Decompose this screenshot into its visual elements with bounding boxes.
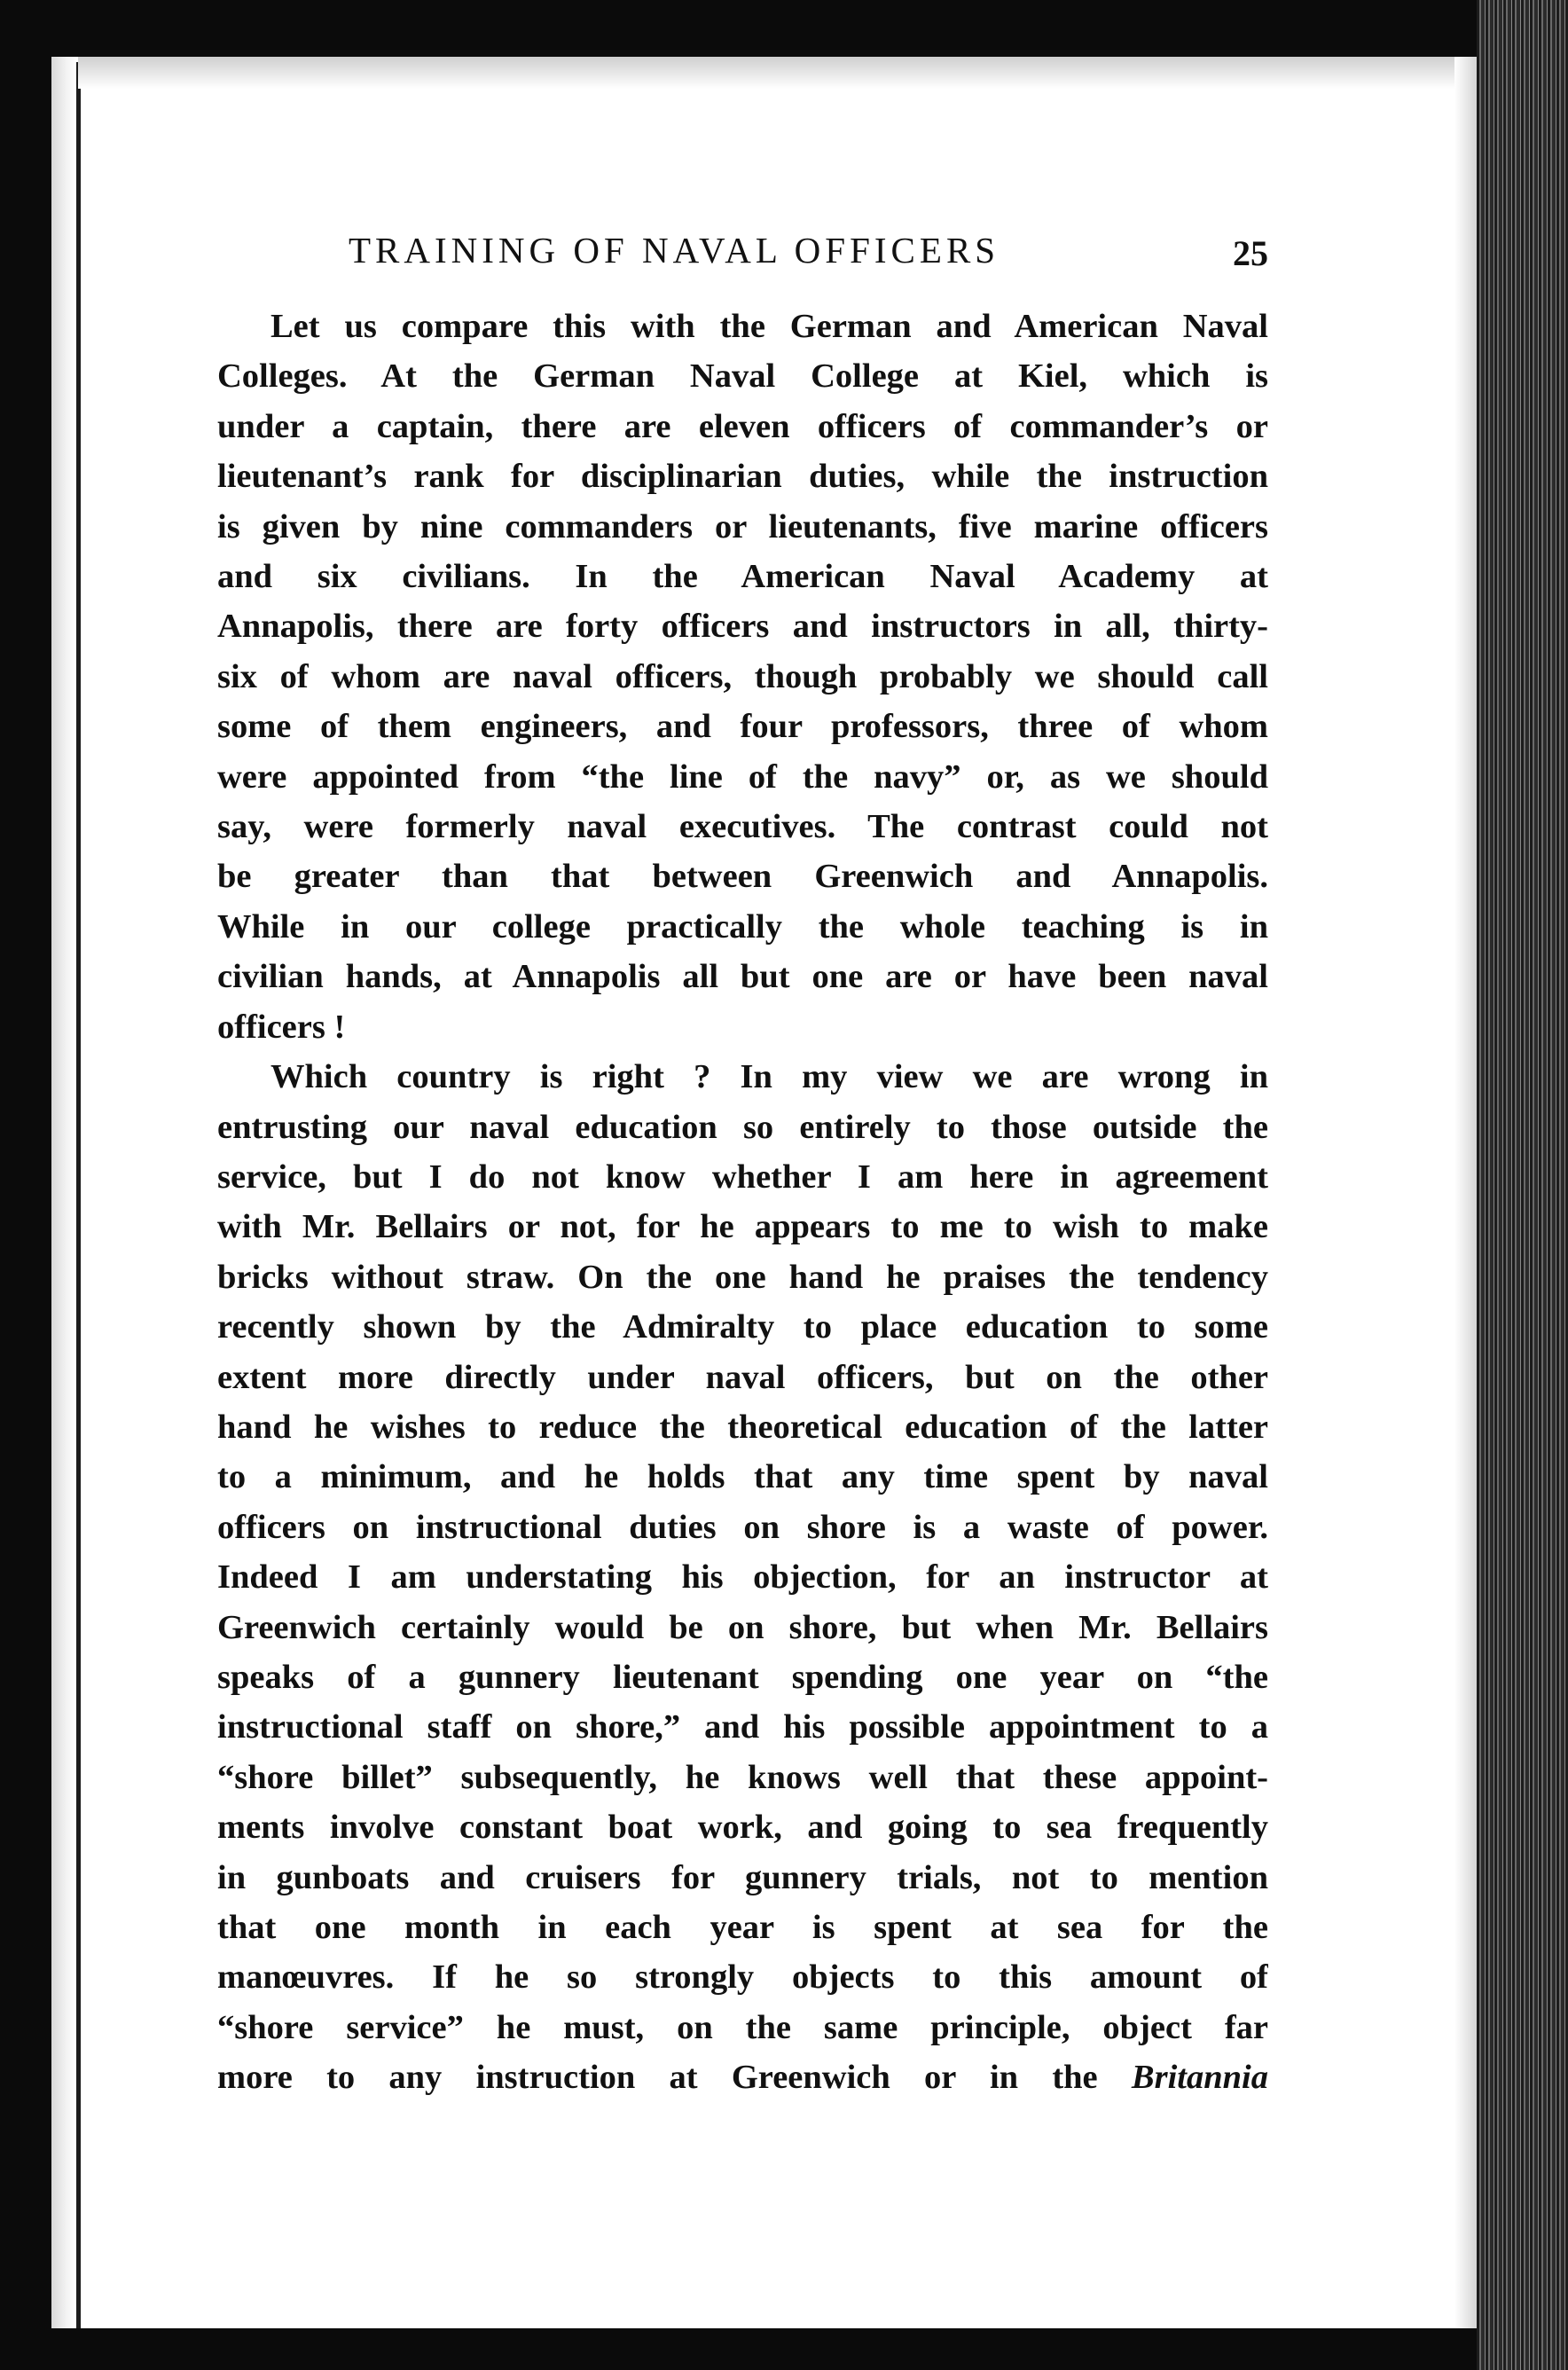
text-line: to a minimum, and he holds that any time spent by naval bbox=[217, 1458, 1268, 1496]
page-curl-shadow bbox=[1454, 57, 1479, 2328]
page-stack-edges bbox=[1477, 0, 1568, 2370]
text-line: Which country is right ? In my view we are wrong in bbox=[270, 1058, 1268, 1096]
text-line: officers on instructional duties on shore is a waste of power. bbox=[217, 1508, 1268, 1546]
binding-edge bbox=[76, 62, 81, 2333]
text-line: hand he wishes to reduce the theoretical education of the latter bbox=[217, 1408, 1268, 1446]
text-line: While in our college practically the whole teaching is in bbox=[217, 907, 1268, 946]
text-line: be greater than that between Greenwich and Annapolis. bbox=[217, 858, 1268, 896]
text-line: some of them engineers, and four professors, three of whom bbox=[217, 708, 1268, 746]
text-line-final bbox=[217, 2052, 1268, 2102]
text-line: speaks of a gunnery lieutenant spending one year on “the bbox=[217, 1658, 1268, 1696]
text-line-segment: more to any instruction at Greenwich or in the bbox=[217, 2059, 1098, 2097]
scan-border-bottom bbox=[0, 2328, 1568, 2370]
text-line: were appointed from “the line of the navy” or, as we should bbox=[217, 757, 1268, 796]
text-line: and six civilians. In the American Naval Academy at bbox=[217, 558, 1268, 596]
text-line: recently shown by the Admiralty to place education to some bbox=[217, 1308, 1268, 1346]
text-line: civilian hands, at Annapolis all but one are or have been naval bbox=[217, 958, 1268, 996]
text-line: officers ! bbox=[217, 1008, 346, 1046]
text-line: Annapolis, there are forty officers and instructors in all, thirty- bbox=[217, 608, 1268, 646]
text-line: Indeed I am understating his objection, for an instructor at bbox=[217, 1558, 1268, 1597]
text-line: entrusting our naval education so entirely to those outside the bbox=[217, 1108, 1268, 1146]
book-gutter bbox=[51, 0, 78, 2370]
text-line: Let us compare this with the German and American Naval bbox=[270, 308, 1268, 345]
text-line: is given by nine commanders or lieutenants, five marine officers bbox=[217, 507, 1268, 545]
text-line: lieutenant’s rank for disciplinarian duties, while the instruction bbox=[217, 458, 1268, 496]
page-number: 25 bbox=[1233, 233, 1268, 273]
text-line: with Mr. Bellairs or not, for he appears to me to wish to make bbox=[217, 1208, 1268, 1246]
running-title: TRAINING OF NAVAL OFFICERS bbox=[349, 230, 1000, 271]
running-head bbox=[217, 213, 1268, 275]
text-line: under a captain, there are eleven officers of commander’s or bbox=[217, 407, 1268, 445]
text-line: extent more directly under naval officers, but on the other bbox=[217, 1358, 1268, 1396]
text-line: bricks without straw. On the one hand he praises the tendency bbox=[217, 1258, 1268, 1296]
text-line: Greenwich certainly would be on shore, but when Mr. Bellairs bbox=[217, 1608, 1268, 1646]
body-text bbox=[217, 302, 1268, 2103]
text-line: in gunboats and cruisers for gunnery trials, not to mention bbox=[217, 1858, 1268, 1896]
text-line: six of whom are naval officers, though probably we should call bbox=[217, 657, 1268, 695]
text-line: Colleges. At the German Naval College at Kiel, which is bbox=[217, 357, 1268, 396]
text-line: “shore service” he must, on the same principle, object far bbox=[217, 2008, 1268, 2046]
text-line: that one month in each year is spent at sea for the bbox=[217, 1909, 1268, 1946]
scan-border-top bbox=[0, 0, 1568, 57]
text-line: manœuvres. If he so strongly objects to this amount of bbox=[217, 1958, 1268, 1997]
italic-ship-name: Britannia bbox=[1131, 2059, 1268, 2097]
page-shadow-top bbox=[78, 57, 1479, 89]
scan-border-left bbox=[0, 0, 51, 2370]
book-page bbox=[217, 213, 1268, 2324]
text-line: instructional staff on shore,” and his possible appointment to a bbox=[217, 1708, 1268, 1746]
text-line: ments involve constant boat work, and going to sea frequently bbox=[217, 1809, 1268, 1847]
text-line: “shore billet” subsequently, he knows well that these appoint- bbox=[217, 1758, 1268, 1796]
text-line: service, but I do not know whether I am here in agreement bbox=[217, 1158, 1268, 1196]
text-line: say, were formerly naval executives. The contrast could not bbox=[217, 808, 1268, 846]
